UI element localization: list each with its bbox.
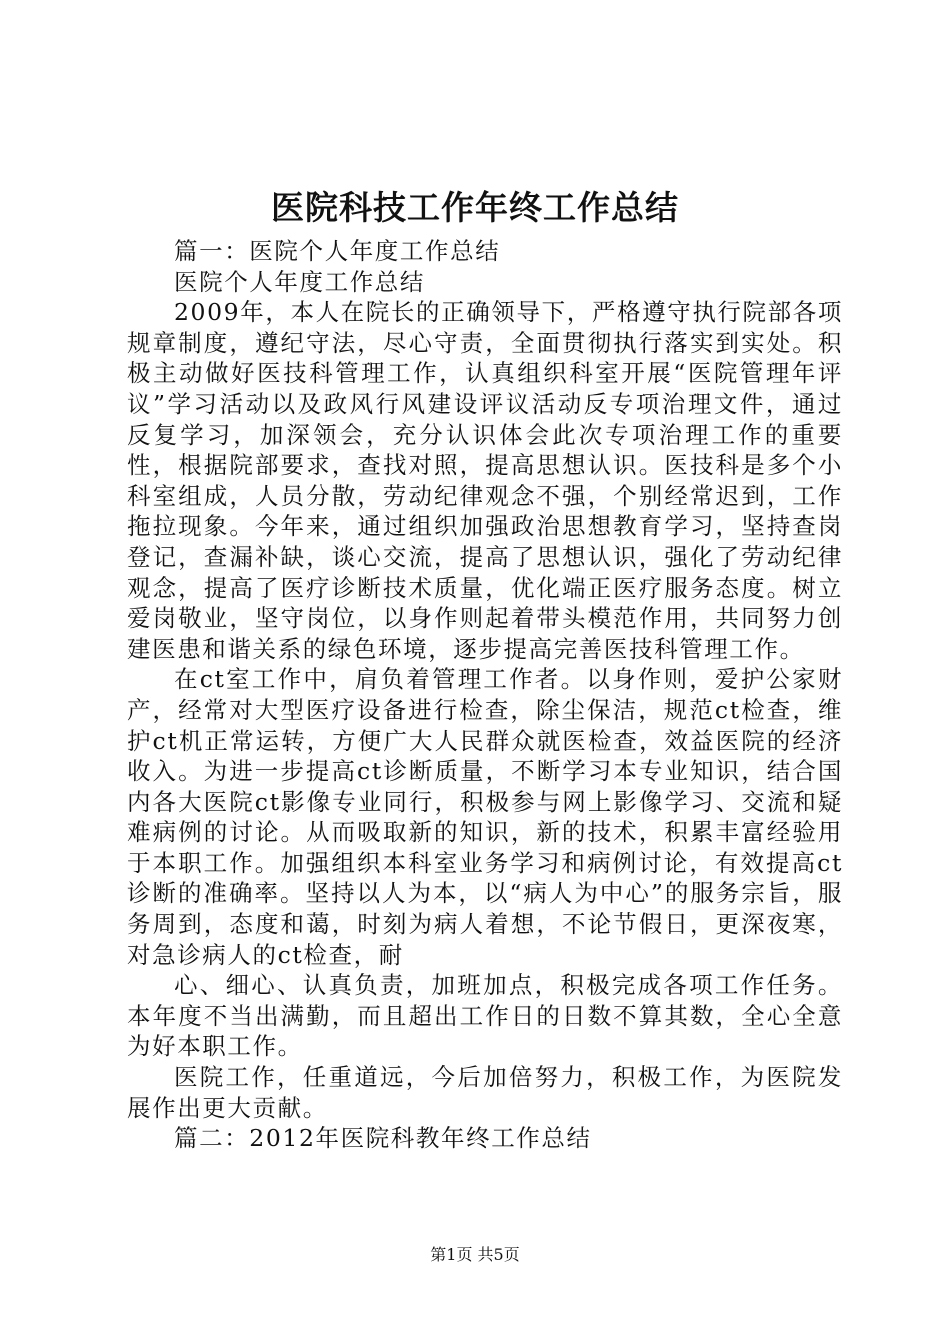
section-subtitle: 医院个人年度工作总结 [174,267,425,296]
document-title: 医院科技工作年终工作总结 [271,188,679,227]
paragraph: 在ct室工作中，肩负着管理工作者。以身作则，爱护公家财产，经常对大型医疗设备进行检查，除尘保洁，规范ct检查，维护ct机正常运转，方便广大人民群众就医检查，效益医院的经济收入。为进一步提高ct诊断质量，不断学习本专业知识，结合国内各大医院ct影像专业同行，积极参与网上影像学习、交流和疑难病例的讨论。从而吸取新的知识，新的技术，积累丰富经验用于本职工作。加强组织本科室业务学习和病例讨论，有效提高ct诊断的准确率。坚持以人为本，以“病人为中心”的服务宗旨，服务周到，态度和蔼，时刻为病人着想，不论节假日，更深夜寒，对急诊病人的ct检查，耐 [127,665,843,969]
document-body [127,236,843,1154]
page-footer: 第1页 共5页 [430,1245,520,1264]
paragraph: 2009年，本人在院长的正确领导下，严格遵守执行院部各项规章制度，遵纪守法，尽心守责，全面贯彻执行落实到实处。积极主动做好医技科管理工作，认真组织科室开展“医院管理年评议”学习活动以及政风行风建设评议活动反专项治理文件，通过反复学习，加深领会，充分认识体会此次专项治理工作的重要性，根据院部要求，查找对照，提高思想认识。医技科是多个小科室组成，人员分散，劳动纪律观念不强，个别经常迟到，工作拖拉现象。今年来，通过组织加强政治思想教育学习，坚持查岗登记，查漏补缺，谈心交流，提高了思想认识，强化了劳动纪律观念，提高了医疗诊断技术质量，优化端正医疗服务态度。树立爱岗敬业，坚守岗位，以身作则起着带头模范作用，共同努力创建医患和谐关系的绿色环境，逐步提高完善医技科管理工作。 [127,298,843,663]
paragraph: 心、细心、认真负责，加班加点，积极完成各项工作任务。本年度不当出满勤，而且超出工作日的日数不算其数，全心全意为好本职工作。 [127,971,843,1061]
section-heading-1: 篇一：医院个人年度工作总结 [174,237,501,265]
section-heading-2: 篇二：2012年医院科教年终工作总结 [174,1124,592,1153]
paragraph: 医院工作，任重道远，今后加倍努力，积极工作，为医院发展作出更大贡献。 [127,1063,843,1122]
